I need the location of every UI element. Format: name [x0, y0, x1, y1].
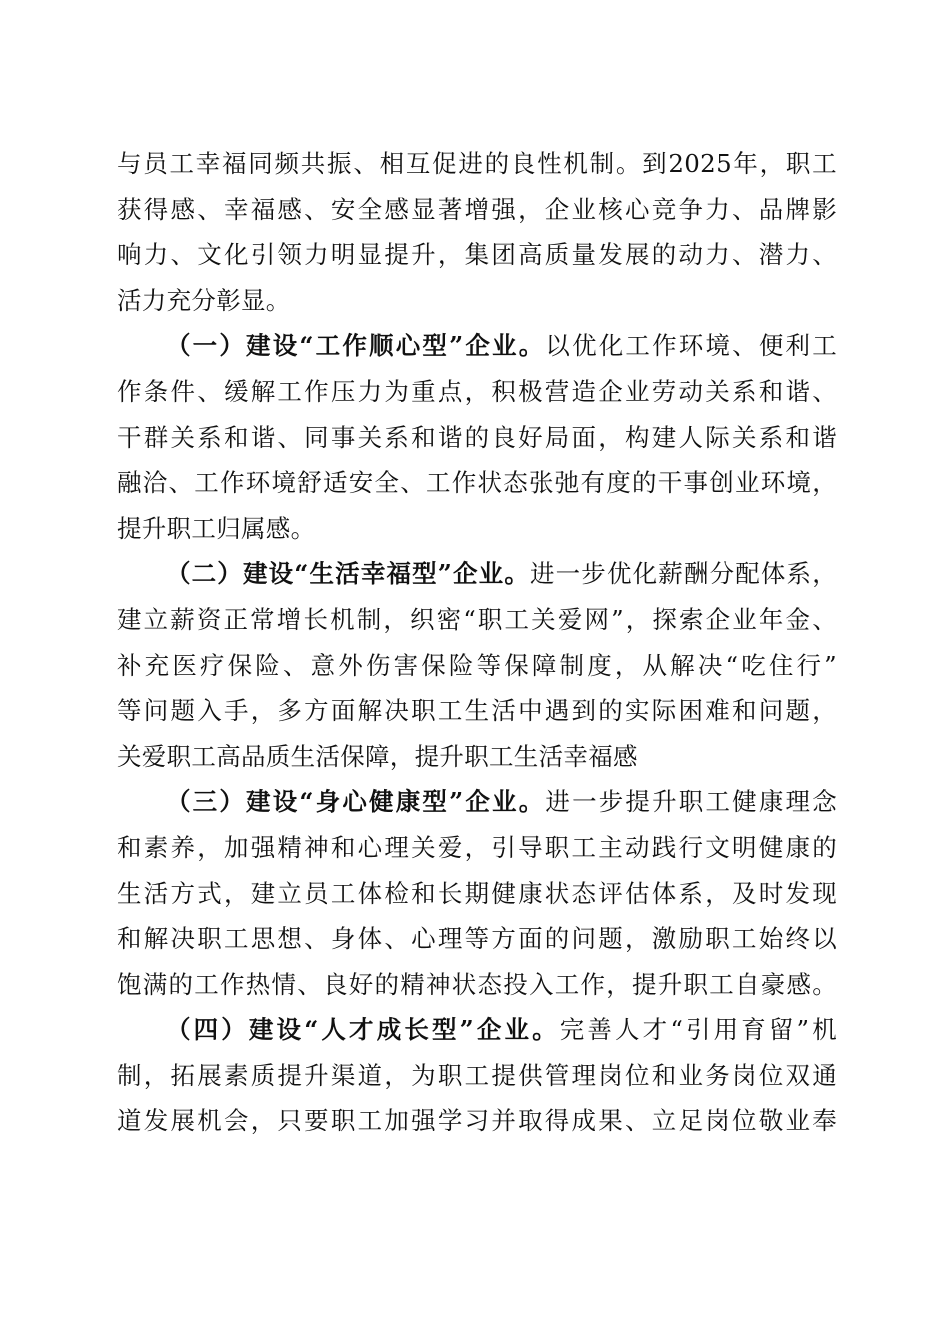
section-heading: （一）建设“工作顺心型”企业。 — [166, 331, 546, 361]
text-line: 获得感、幸福感、安全感显著增强，企业核心竞争力、品牌影 — [117, 194, 837, 224]
paragraph-section-2 — [117, 551, 837, 779]
text-line: 关爱职工高品质生活保障，提升职工生活幸福感 — [117, 741, 638, 771]
section-heading: （四）建设“人才成长型”企业。 — [166, 1015, 560, 1045]
paragraph-first-line — [117, 323, 837, 369]
paragraph-intro — [117, 141, 837, 323]
text-line: 等问题入手，多方面解决职工生活中遇到的实际困难和问题， — [117, 696, 837, 726]
paragraph-section-3 — [117, 779, 837, 1007]
text-line: 融洽、工作环境舒适安全、工作状态张弛有度的干事创业环境， — [117, 468, 837, 498]
text-line: 和解决职工思想、身体、心理等方面的问题，激励职工始终以 — [117, 924, 837, 954]
text-line: 道发展机会，只要职工加强学习并取得成果、立足岗位敬业奉 — [117, 1106, 837, 1136]
text-line: 作条件、缓解工作压力为重点，积极营造企业劳动关系和谐、 — [117, 376, 837, 406]
text-line: 活力充分彰显。 — [117, 285, 291, 315]
paragraph-section-4 — [117, 1007, 837, 1144]
text-line: 干群关系和谐、同事关系和谐的良好局面，构建人际关系和谐 — [117, 422, 837, 452]
section-heading: （二）建设“生活幸福型”企业。 — [166, 559, 530, 589]
paragraph-first-line — [117, 551, 837, 597]
text-line: 与员工幸福同频共振、相互促进的良性机制。到2025年，职工 — [117, 149, 837, 178]
text-line: 提升职工归属感。 — [117, 513, 316, 543]
text-run: 进一步提升职工健康理念 — [545, 787, 837, 817]
text-line: 补充医疗保险、意外伤害保险等保障制度，从解决“吃住行” — [117, 650, 837, 680]
paragraph-first-line — [117, 779, 837, 825]
text-line: 响力、文化引领力明显提升，集团高质量发展的动力、潜力、 — [117, 240, 837, 270]
text-line: 建立薪资正常增长机制，织密“职工关爱网”，探索企业年金、 — [117, 604, 837, 634]
text-line: 和素养，加强精神和心理关爱，引导职工主动践行文明健康的 — [117, 832, 837, 862]
section-heading: （三）建设“身心健康型”企业。 — [166, 787, 546, 817]
text-run: 以优化工作环境、便利工 — [545, 331, 837, 361]
text-line: 生活方式，建立员工体检和长期健康状态评估体系，及时发现 — [117, 878, 837, 908]
paragraph-first-line — [117, 1007, 837, 1053]
document-body — [117, 141, 837, 1144]
text-line: 饱满的工作热情、良好的精神状态投入工作，提升职工自豪感。 — [117, 969, 837, 999]
text-run: 进一步优化薪酬分配体系， — [530, 559, 837, 589]
text-run: 完善人才“引用育留”机 — [559, 1015, 837, 1045]
text-line: 制，拓展素质提升渠道，为职工提供管理岗位和业务岗位双通 — [117, 1060, 837, 1090]
paragraph-section-1 — [117, 323, 837, 551]
